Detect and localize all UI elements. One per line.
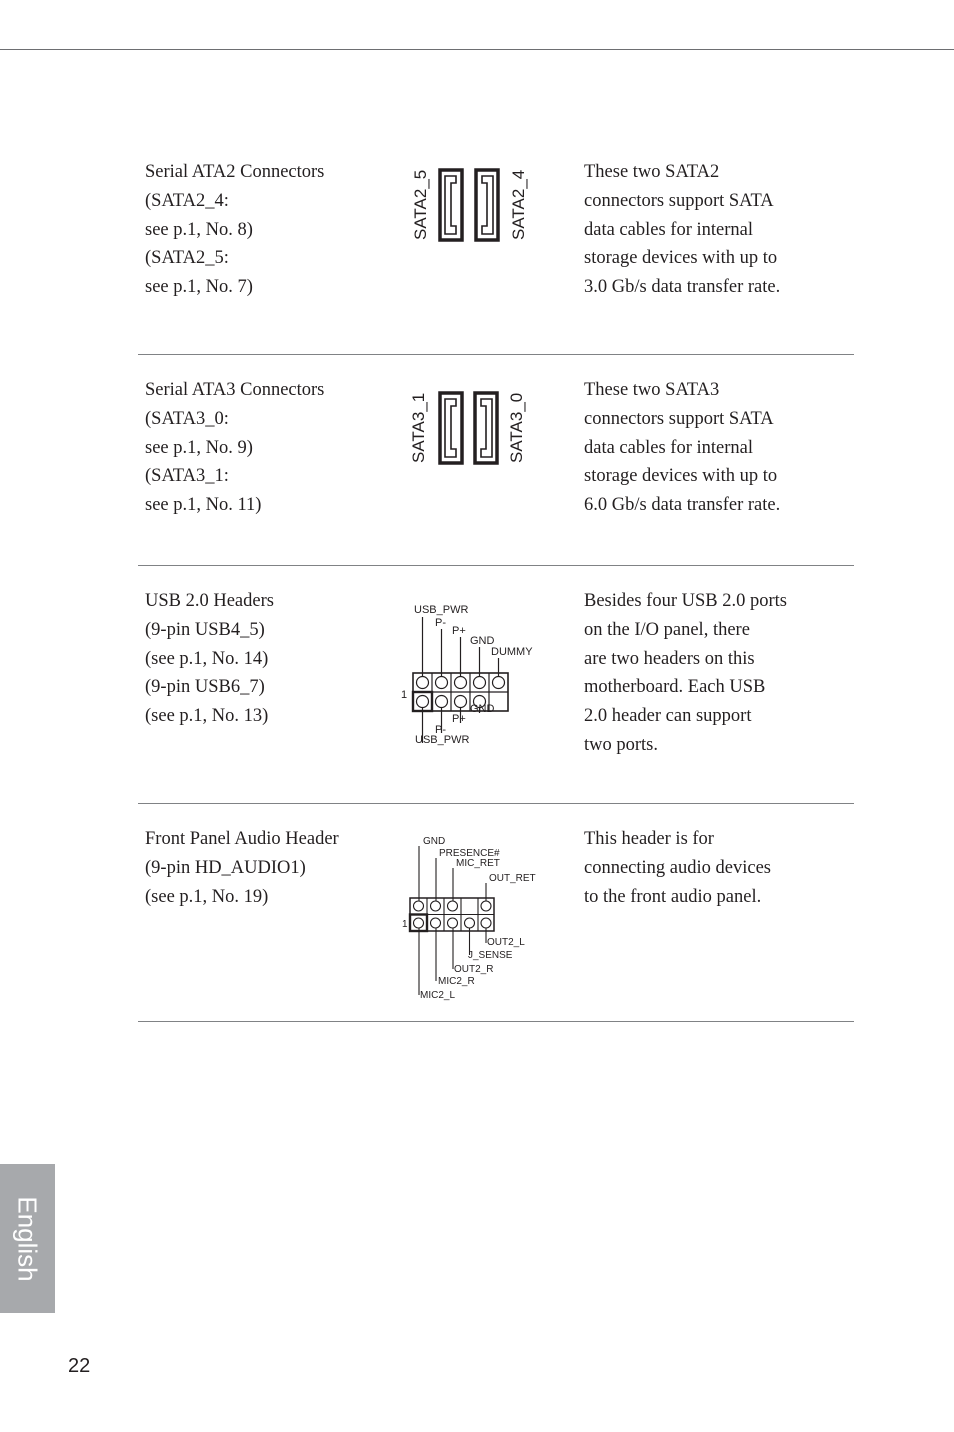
- sata2-connector-diagram: [400, 166, 540, 246]
- sata3-connector-diagram: [400, 389, 540, 469]
- section-divider: [138, 1021, 854, 1022]
- usb-ref-line: (9-pin USB4_5): [145, 619, 265, 640]
- usb-ref-line: (see p.1, No. 13): [145, 706, 269, 727]
- p-minus-bottom-label: P-: [435, 724, 446, 736]
- usb-ref-line: (see p.1, No. 14): [145, 648, 269, 669]
- gnd-top-label: GND: [470, 635, 495, 647]
- section-divider: [138, 803, 854, 804]
- description-line: are two headers on this: [584, 648, 755, 669]
- description-line: motherboard. Each USB: [584, 677, 766, 698]
- mic2-l-label: MIC2_L: [420, 990, 456, 1001]
- description-line: to the front audio panel.: [584, 886, 762, 907]
- sata3-title: Serial ATA3 Connectors: [145, 380, 325, 400]
- description-line: data cables for internal: [584, 219, 753, 240]
- description-line: connectors support SATA: [584, 190, 774, 211]
- p-plus-top-label: P+: [452, 625, 466, 637]
- sata2-ref-line: (SATA2_4:: [145, 190, 229, 211]
- description-line: 2.0 header can support: [584, 706, 752, 727]
- description-line: These two SATA3: [584, 380, 720, 400]
- usb-ref-line: (9-pin USB6_7): [145, 677, 265, 698]
- sata2-title-block: [145, 158, 324, 302]
- sata-connector-icon: [440, 170, 462, 240]
- audio-title-block: [145, 825, 339, 911]
- audio-ref-line: (9-pin HD_AUDIO1): [145, 857, 306, 878]
- sata3-0-label: SATA3_0: [507, 392, 526, 463]
- out-ret-label: OUT_RET: [489, 873, 536, 884]
- usb-pwr-top-label: USB_PWR: [414, 604, 469, 616]
- description-line: connecting audio devices: [584, 857, 771, 878]
- p-minus-top-label: P-: [435, 617, 446, 629]
- gnd-label: GND: [423, 836, 446, 847]
- sata3-ref-line: (SATA3_1:: [145, 466, 229, 487]
- description-line: two ports.: [584, 734, 658, 755]
- sata3-description: [584, 376, 780, 520]
- audio-title: Front Panel Audio Header: [145, 829, 339, 849]
- audio-description: [584, 825, 771, 911]
- pin1-label: 1: [402, 919, 408, 930]
- gnd-bottom-label: GND: [470, 703, 495, 715]
- pin1-label: 1: [401, 689, 408, 701]
- audio-ref-line: (see p.1, No. 19): [145, 886, 269, 907]
- description-line: on the I/O panel, there: [584, 619, 750, 640]
- description-line: data cables for internal: [584, 437, 753, 458]
- top-rule: [0, 49, 954, 50]
- sata-connector-icon: [440, 393, 462, 463]
- usb-title: USB 2.0 Headers: [145, 591, 274, 611]
- description-line: storage devices with up to: [584, 466, 778, 487]
- sata3-ref-line: see p.1, No. 9): [145, 437, 253, 458]
- sata-connector-icon: [475, 393, 497, 463]
- description-line: storage devices with up to: [584, 248, 778, 269]
- sata-connector-icon: [476, 170, 498, 240]
- out2-r-label: OUT2_R: [454, 964, 494, 975]
- dummy-label: DUMMY: [491, 646, 533, 658]
- sata2-title: Serial ATA2 Connectors: [145, 162, 325, 182]
- mic-ret-label: MIC_RET: [456, 858, 500, 869]
- usb-header-pinout-diagram: [396, 599, 546, 749]
- description-line: This header is for: [584, 829, 714, 849]
- sata2-4-label: SATA2_4: [509, 169, 528, 240]
- sata3-1-label: SATA3_1: [409, 392, 428, 463]
- usb-description: [584, 587, 787, 760]
- description-line: Besides four USB 2.0 ports: [584, 591, 787, 611]
- description-line: 3.0 Gb/s data transfer rate.: [584, 277, 781, 298]
- language-label: English: [12, 1196, 43, 1282]
- description-line: These two SATA2: [584, 162, 720, 182]
- usb-pwr-bottom-label: USB_PWR: [415, 734, 470, 746]
- usb-title-block: [145, 587, 274, 731]
- p-plus-bottom-label: P+: [452, 713, 466, 725]
- description-line: connectors support SATA: [584, 408, 774, 429]
- sata3-ref-line: (SATA3_0:: [145, 408, 229, 429]
- page-number: 22: [68, 1355, 91, 1377]
- out2-l-label: OUT2_L: [487, 937, 525, 948]
- section-divider: [138, 565, 854, 566]
- sata2-description: [584, 158, 780, 302]
- mic2-r-label: MIC2_R: [438, 976, 475, 987]
- presence-label: PRESENCE#: [439, 848, 500, 859]
- description-line: 6.0 Gb/s data transfer rate.: [584, 495, 781, 516]
- sata2-ref-line: see p.1, No. 8): [145, 219, 253, 240]
- language-side-tab: [0, 1164, 55, 1313]
- sata3-title-block: [145, 376, 324, 520]
- sata3-ref-line: see p.1, No. 11): [145, 495, 262, 516]
- sata2-5-label: SATA2_5: [411, 169, 430, 240]
- sata2-ref-line: see p.1, No. 7): [145, 277, 253, 298]
- j-sense-label: J_SENSE: [468, 950, 513, 961]
- sata2-ref-line: (SATA2_5:: [145, 248, 229, 269]
- section-divider: [138, 354, 854, 355]
- audio-header-pinout-diagram: [398, 833, 548, 1003]
